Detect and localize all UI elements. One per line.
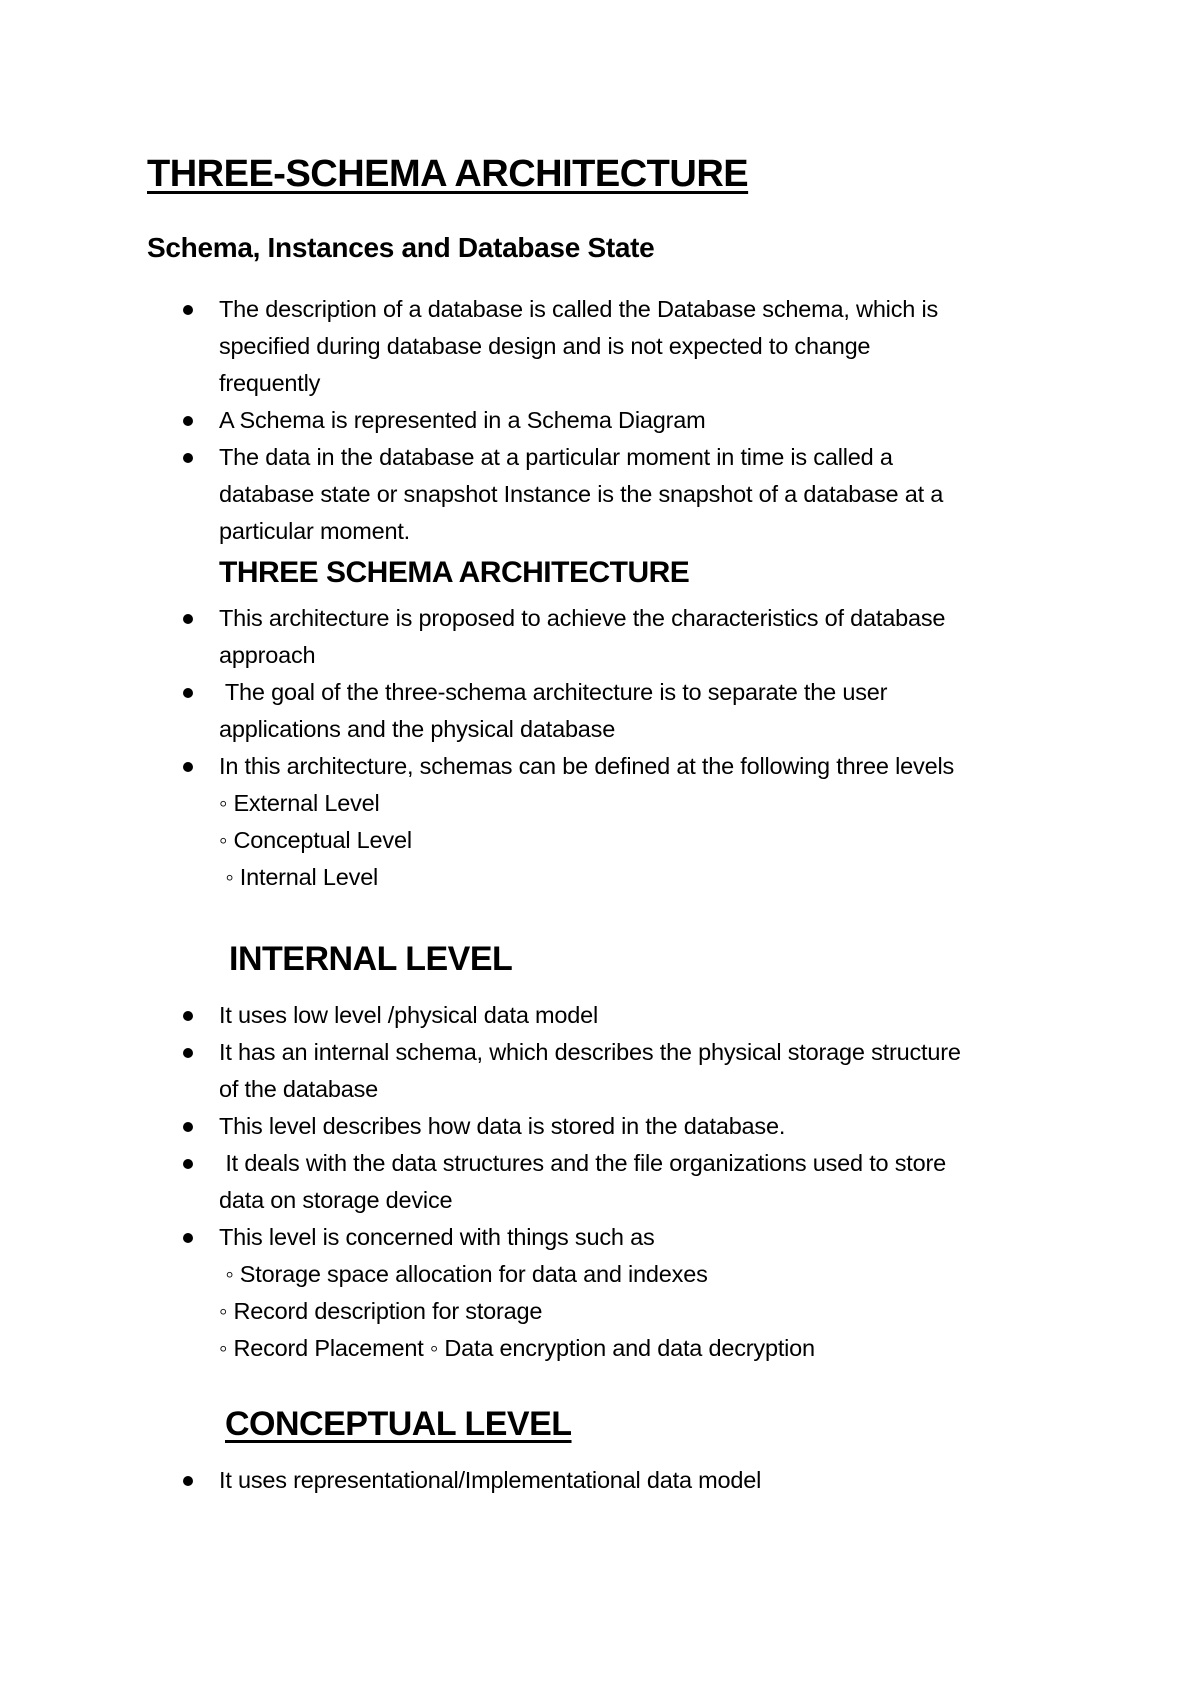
list-item-line: particular moment.: [219, 518, 410, 544]
bullet-dot: [183, 688, 193, 698]
list-item-line: It deals with the data structures and the file organizations used to store: [219, 1150, 946, 1176]
section-heading-conceptual-level: CONCEPTUAL LEVEL: [225, 1405, 572, 1443]
sub-list-item: ◦ External Level: [219, 790, 380, 816]
list-item-line: In this architecture, schemas can be defined at the following three levels: [219, 753, 955, 779]
list-item-line: This level describes how data is stored in the database.: [219, 1113, 786, 1139]
sub-list-item: ◦ Record description for storage: [219, 1298, 543, 1324]
list-item-line: It uses representational/Implementational data model: [219, 1467, 762, 1493]
section-heading-three-schema: THREE SCHEMA ARCHITECTURE: [219, 556, 690, 589]
list-item-line: database state or snapshot Instance is the snapshot of a database at a: [219, 481, 944, 507]
bullet-dot: [183, 416, 193, 426]
bullet-dot: [183, 1122, 193, 1132]
list-item-line: data on storage device: [219, 1187, 453, 1213]
sub-list-item: ◦ Storage space allocation for data and indexes: [219, 1261, 708, 1287]
bullet-dot: [183, 1233, 193, 1243]
list-item-line: It uses low level /physical data model: [219, 1002, 599, 1028]
bullet-dot: [183, 1048, 193, 1058]
list-item-line: of the database: [219, 1076, 379, 1102]
list-item-line: It has an internal schema, which describes the physical storage structure: [219, 1039, 961, 1065]
list-item-line: A Schema is represented in a Schema Diagram: [219, 407, 706, 433]
list-item-line: The goal of the three-schema architecture is to separate the user: [219, 679, 888, 705]
page-title: THREE-SCHEMA ARCHITECTURE: [147, 153, 749, 195]
bullet-dot: [183, 1476, 193, 1486]
bullet-dot: [183, 614, 193, 624]
bullet-dot: [183, 762, 193, 772]
list-item-line: frequently: [219, 370, 321, 396]
sub-list-item: ◦ Internal Level: [219, 864, 379, 890]
list-item-line: This architecture is proposed to achieve the characteristics of database: [219, 605, 946, 631]
bullet-dot: [183, 1011, 193, 1021]
list-item-line: This level is concerned with things such as: [219, 1224, 655, 1250]
bullet-dot: [183, 453, 193, 463]
list-item-line: specified during database design and is not expected to change: [219, 333, 871, 359]
sub-list-item: ◦ Record Placement ◦ Data encryption and data decryption: [219, 1335, 815, 1361]
section-subtitle: Schema, Instances and Database State: [147, 232, 655, 263]
bullet-dot: [183, 305, 193, 315]
bullet-dot: [183, 1159, 193, 1169]
sub-list-item: ◦ Conceptual Level: [219, 827, 412, 853]
list-item-line: approach: [219, 642, 316, 668]
section-heading-internal-level: INTERNAL LEVEL: [229, 940, 513, 978]
list-item-line: applications and the physical database: [219, 716, 616, 742]
list-item-line: The description of a database is called the Database schema, which is: [219, 296, 939, 322]
list-item-line: The data in the database at a particular moment in time is called a: [219, 444, 893, 470]
